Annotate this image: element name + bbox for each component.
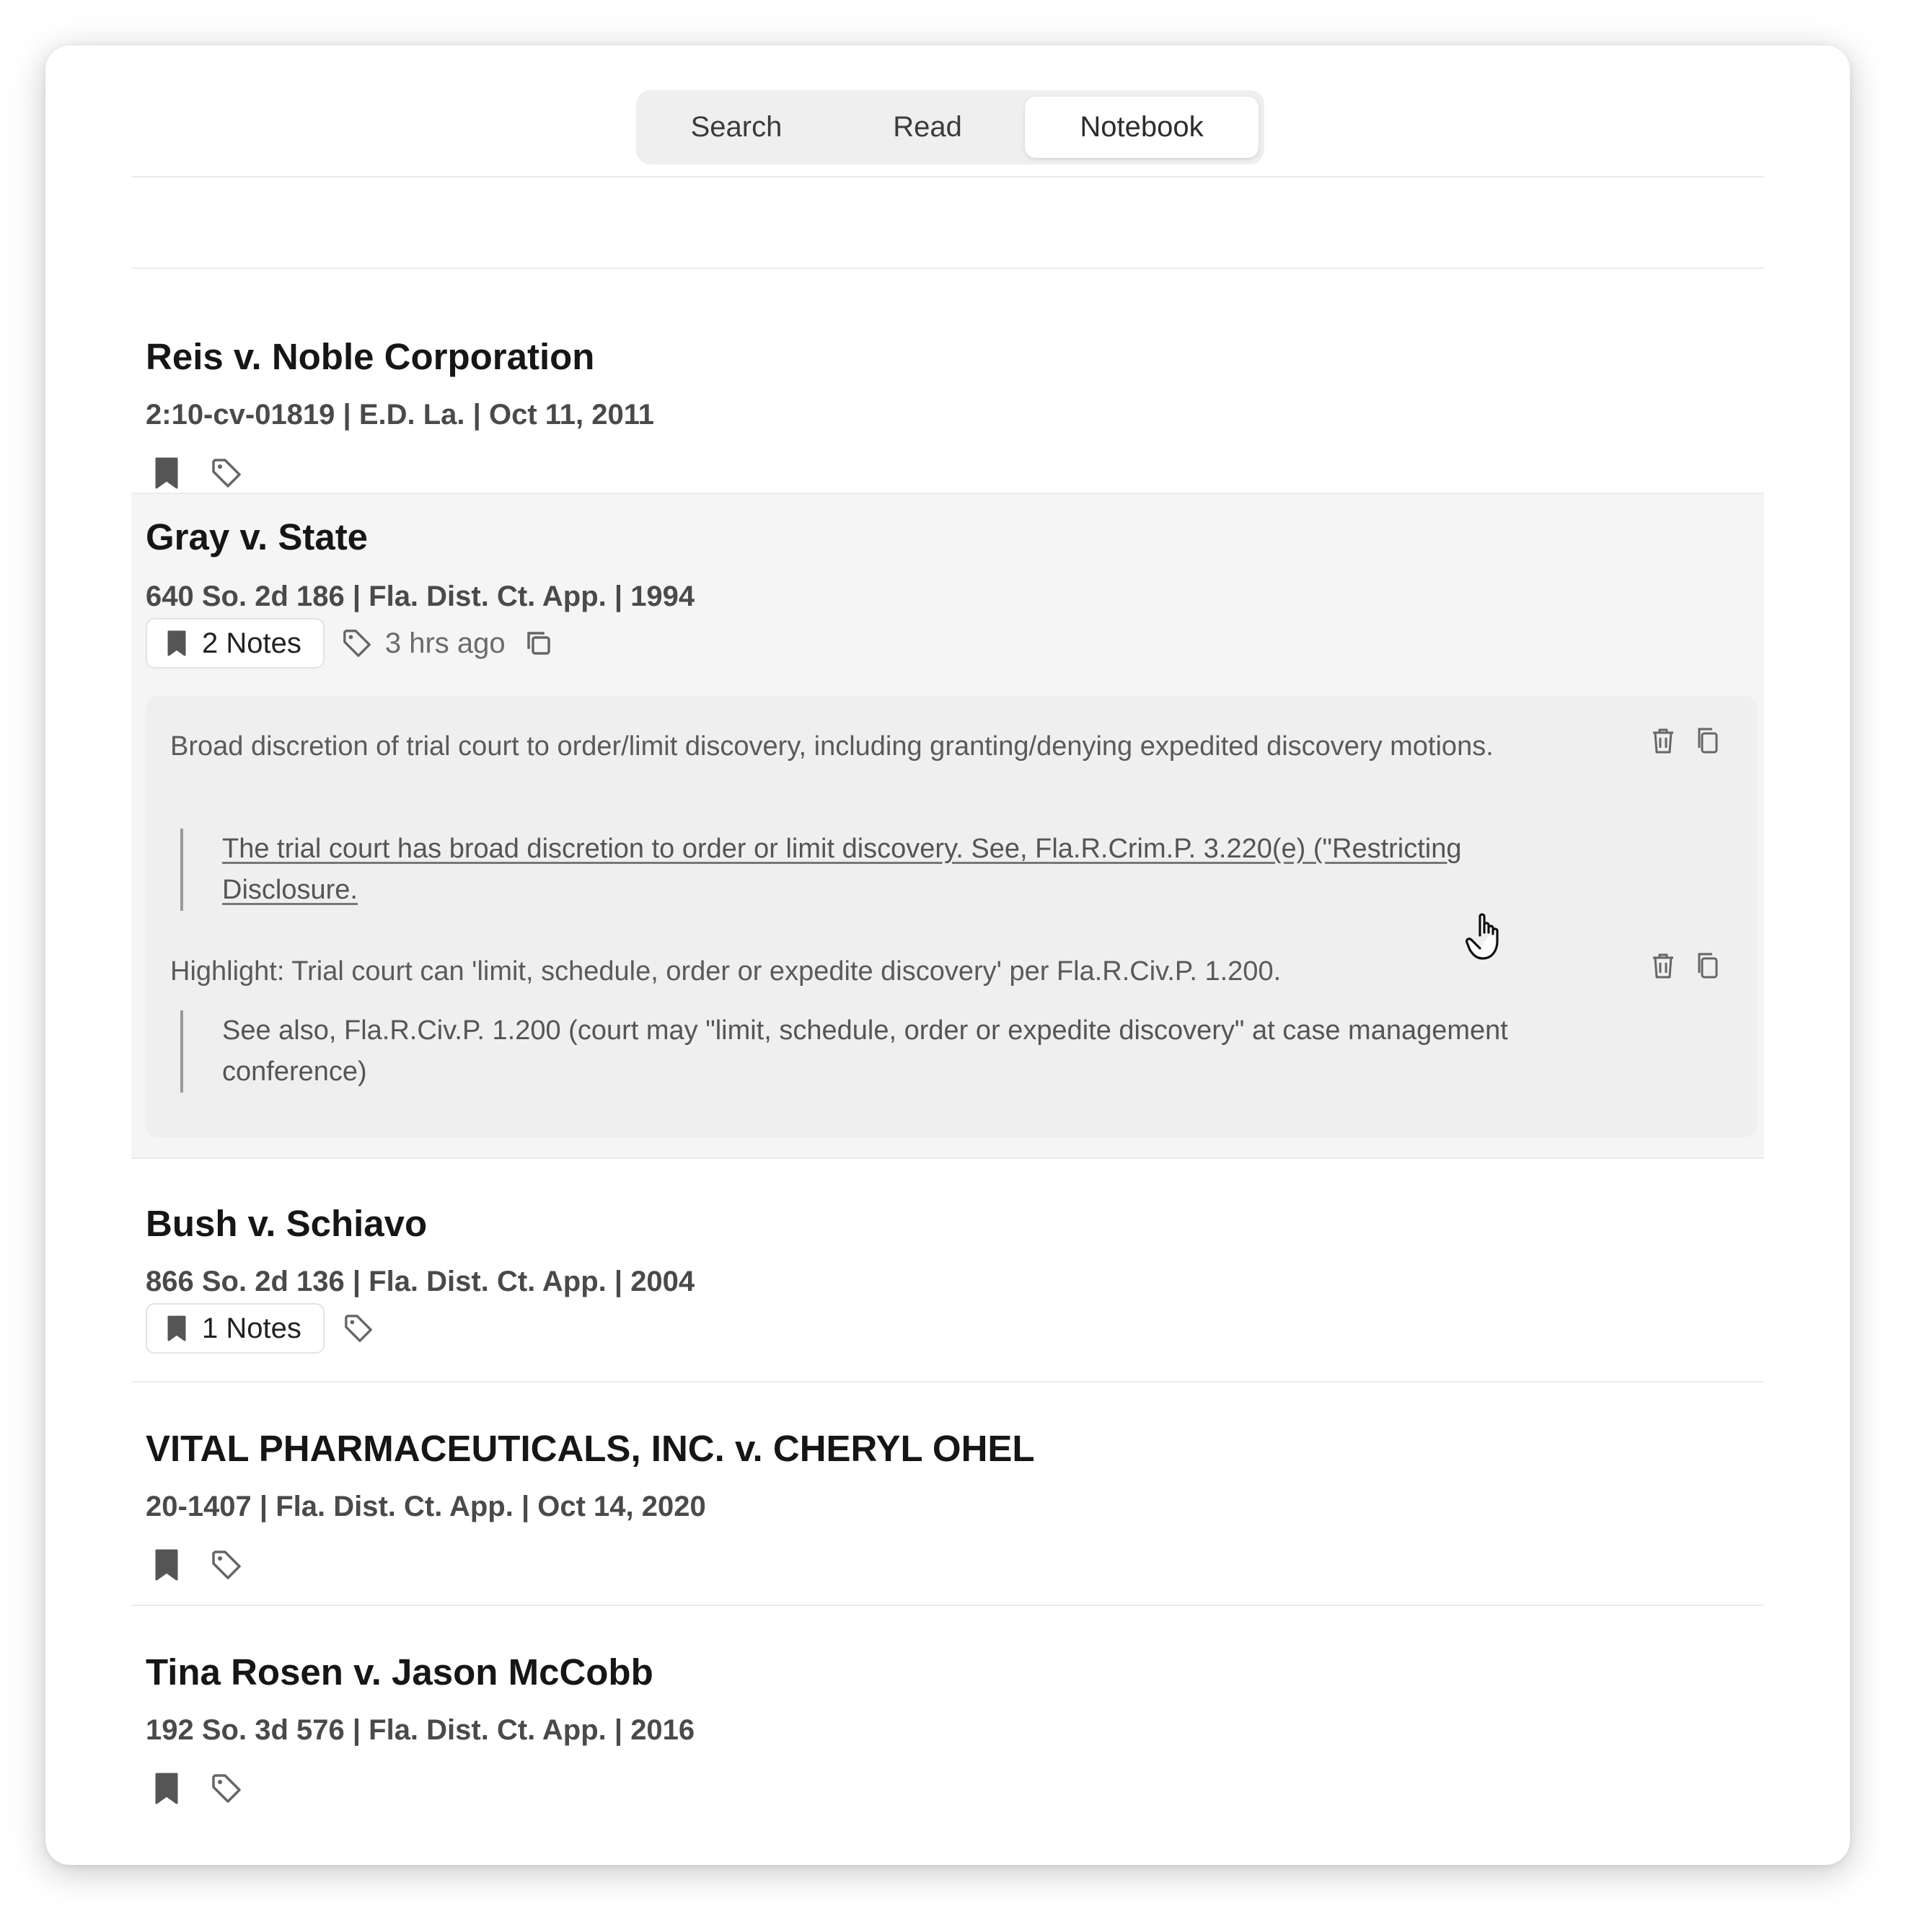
tag-icon[interactable]	[343, 1313, 374, 1344]
bookmark-icon[interactable]	[153, 1548, 180, 1582]
hand-cursor-icon	[1463, 904, 1523, 964]
case-citation: 866 So. 2d 136 | Fla. Dist. Ct. App. | 2004	[146, 1266, 695, 1297]
tab-read[interactable]: Read	[893, 111, 962, 143]
case-item-gray[interactable]	[131, 494, 1764, 1157]
header-divider	[131, 176, 1764, 177]
note-text: Highlight: Trial court can 'limit, schedule, order or expedite discovery' per Fla.R.Civ.P. 1.200.	[170, 956, 1282, 987]
case-title[interactable]: Bush v. Schiavo	[146, 1203, 428, 1244]
case-title[interactable]: Tina Rosen v. Jason McCobb	[146, 1651, 653, 1693]
case-item-rosen[interactable]	[131, 1606, 1764, 1822]
trash-icon[interactable]	[1650, 726, 1676, 755]
copy-icon[interactable]	[524, 629, 553, 658]
case-actions	[153, 1548, 242, 1582]
tag-icon[interactable]	[342, 628, 372, 658]
case-title[interactable]: Reis v. Noble Corporation	[146, 336, 595, 377]
notes-count-button[interactable]	[146, 618, 325, 669]
case-citation: 2:10-cv-01819 | E.D. La. | Oct 11, 2011	[146, 399, 655, 431]
note-quote	[180, 1010, 1594, 1093]
case-citation: 20-1407 | Fla. Dist. Ct. App. | Oct 14, 2020	[146, 1491, 706, 1522]
case-title[interactable]: Gray v. State	[146, 516, 369, 557]
tag-icon[interactable]	[211, 1773, 242, 1804]
bookmark-icon	[166, 1315, 188, 1342]
case-citation: 640 So. 2d 186 | Fla. Dist. Ct. App. | 1994	[146, 581, 695, 612]
case-item-vital[interactable]	[131, 1382, 1764, 1605]
quote-source-link[interactable]: The trial court has broad discretion to order or limit discovery. See, Fla.R.Crim.P. 3.220(e) ("Restricting Disclosure.	[222, 834, 1462, 905]
last-updated-time: 3 hrs ago	[384, 627, 506, 659]
note-text: Broad discretion of trial court to order/limit discovery, including granting/denying expedited discovery motions.	[170, 731, 1494, 762]
note-tools	[1650, 726, 1721, 755]
case-actions	[153, 456, 242, 490]
case-actions	[146, 618, 553, 669]
case-item-bush[interactable]	[131, 1159, 1764, 1381]
case-actions	[146, 1303, 374, 1354]
copy-icon[interactable]	[1695, 726, 1721, 755]
bookmark-icon[interactable]	[153, 456, 180, 490]
notes-count-label: 2 Notes	[202, 627, 301, 659]
trash-icon[interactable]	[1650, 951, 1676, 980]
notebook-window	[45, 45, 1850, 1865]
quote-text[interactable]: See also, Fla.R.Civ.P. 1.200 (court may "limit, schedule, order or expedite discovery" at case management conference)	[222, 1015, 1508, 1087]
case-citation: 192 So. 3d 576 | Fla. Dist. Ct. App. | 2016	[146, 1714, 695, 1746]
tab-notebook[interactable]: Notebook	[1025, 97, 1259, 158]
case-title[interactable]: VITAL PHARMACEUTICALS, INC. v. CHERYL OHEL	[146, 1428, 1035, 1469]
note-tools	[1650, 951, 1721, 980]
case-actions	[153, 1772, 242, 1805]
bookmark-icon[interactable]	[153, 1772, 180, 1805]
notes-count-button[interactable]	[146, 1303, 325, 1354]
tag-icon[interactable]	[211, 1549, 242, 1581]
tab-search[interactable]: Search	[690, 111, 783, 143]
bookmark-icon	[166, 630, 188, 657]
copy-icon[interactable]	[1695, 951, 1721, 980]
case-item-reis[interactable]	[131, 269, 1764, 493]
view-tabs	[636, 90, 1264, 164]
tag-icon[interactable]	[211, 457, 242, 489]
note-quote	[180, 829, 1594, 911]
notes-count-label: 1 Notes	[202, 1312, 301, 1344]
